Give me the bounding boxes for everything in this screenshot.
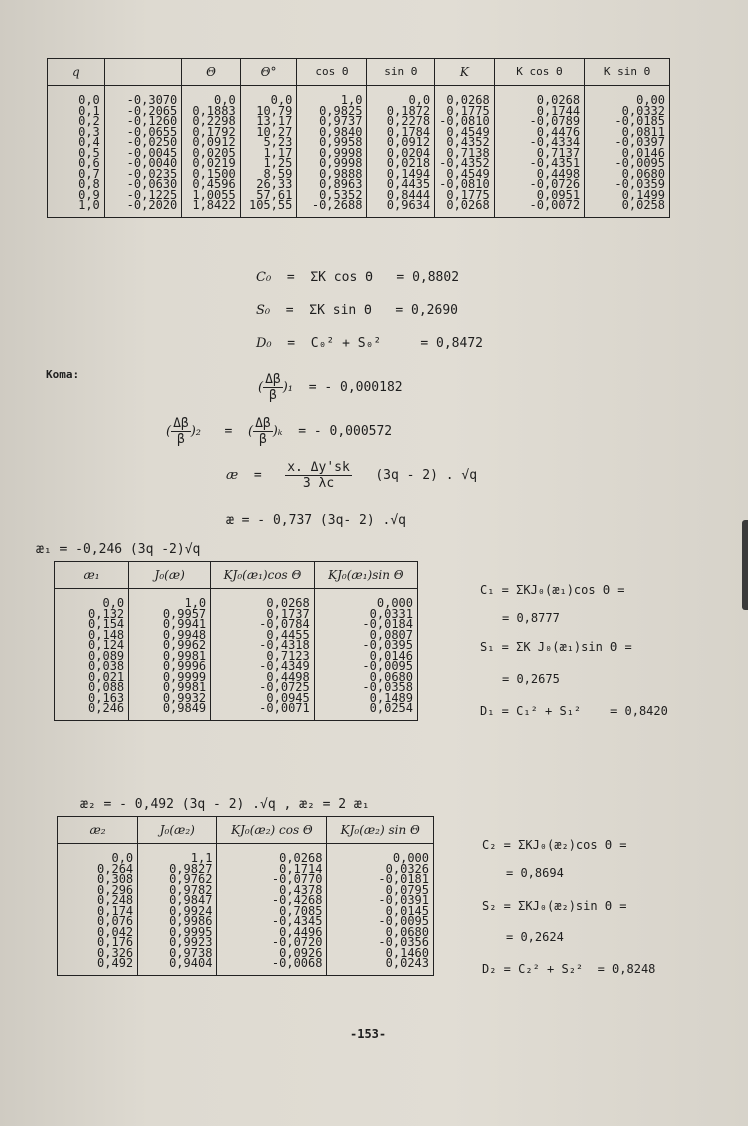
table-cell: 0,9981: [162, 648, 207, 663]
col-header: J₀(æ₂): [138, 817, 217, 844]
table-cell: 0,088: [88, 680, 125, 694]
table-body-row: [55, 589, 418, 721]
formula-expr: (3q - 2) . √q: [375, 468, 478, 483]
table-cell: -0,0395: [362, 638, 413, 652]
table-cell: 0,9981: [162, 680, 207, 694]
table-cell: -0,0068: [271, 956, 323, 970]
table-cell: 0,0258: [621, 198, 665, 212]
formula-d1: [480, 704, 668, 718]
formula-value: = 0,8420: [610, 704, 668, 718]
table-cell: 0,0146: [369, 648, 413, 663]
col-header: K cos Θ: [494, 59, 584, 86]
table-cell: 57,61: [256, 187, 293, 202]
table-cell: 0,9840: [319, 124, 363, 139]
table-cell: 0,0268: [266, 596, 310, 610]
table-cell: 0,1792: [192, 124, 236, 139]
table-cell: 0,1460: [385, 945, 429, 960]
table-cell: 1,0: [184, 596, 207, 610]
table-cell: 0,4549: [446, 166, 490, 181]
table-cell: 0,9404: [169, 956, 213, 970]
table-cell: 0,9: [78, 187, 100, 202]
table-cell: 0,7: [78, 166, 100, 181]
table-column-cell: [297, 86, 367, 218]
table-cell: 0,9998: [319, 145, 363, 160]
table-cell: -0,0095: [614, 156, 665, 170]
formula-expr: D₁ = C₁² + S₁²: [480, 704, 582, 718]
table-cell: 0,308: [97, 872, 134, 886]
table-cell: -0,0358: [362, 680, 413, 694]
table-cell: 0,0204: [386, 145, 431, 160]
table-header-row: [58, 817, 434, 844]
table-cell: 0,00: [636, 93, 665, 107]
table-cell: 0,163: [88, 690, 125, 705]
table-cell: 0,9737: [319, 114, 363, 128]
col-header: KJ₀(æ₁)cos Θ: [211, 562, 315, 589]
table-cell: 0,1775: [446, 187, 490, 202]
table-cell: 0,1872: [386, 103, 431, 118]
table-cell: 0,9738: [169, 945, 213, 960]
table-cell: 0,132: [88, 606, 125, 621]
table-cell: -0,4349: [259, 659, 310, 673]
col-header: Θ°: [240, 59, 297, 86]
formula-c1: C₁ = ΣKJ₀(æ₁)cos Θ =: [480, 583, 625, 597]
formula-s0: S₀ = ΣK sin Θ = 0,2690: [256, 303, 458, 318]
table-cell: 0,7123: [266, 648, 310, 663]
table-cell: 0,0912: [386, 135, 431, 149]
table-cell: 8,59: [263, 166, 293, 181]
table-cell: 0,0219: [192, 156, 236, 170]
table-column-cell: [217, 844, 327, 976]
table-cell: 0,0680: [369, 669, 413, 684]
table-cell: -0,0630: [126, 177, 178, 191]
table-cell: 0,0: [78, 93, 100, 107]
col-header: K: [435, 59, 495, 86]
table-cell: -0,2020: [126, 198, 178, 212]
table-cell: 0,8: [78, 177, 100, 191]
table-cell: 10,27: [256, 124, 293, 139]
table-cell: 0,9957: [162, 606, 207, 621]
page-number: -153-: [350, 1027, 387, 1041]
table-cell: 0,0145: [385, 903, 429, 918]
formula-s2: S₂ = ΣKJ₀(æ₂)sin Θ =: [482, 899, 627, 913]
col-header: sin Θ: [367, 59, 435, 86]
table-cell: 0,0807: [369, 627, 413, 642]
col-header: KJ₀(æ₂) cos Θ: [217, 817, 327, 844]
table-cell: 0,0680: [621, 166, 665, 181]
table-cell: 0,0146: [621, 145, 665, 160]
table-cell: -0,0720: [271, 935, 323, 949]
formula-delta-beta-2: ( $\frac{\Delta\beta}{\beta}$ )₂ = ( $\frac{\Delta\beta}{\beta}$ )ₖ = - 0,000572: [166, 416, 393, 447]
col-header: [104, 59, 181, 86]
table-column-cell: [211, 589, 315, 721]
table-cell: 0,1775: [446, 103, 490, 118]
table-cell: 0,2298: [192, 114, 236, 128]
table-column-cell: [435, 86, 495, 218]
formula-expr: ΣK sin Θ: [309, 303, 372, 318]
table-cell: 0,0205: [192, 145, 236, 160]
table-cell: 0,1737: [266, 606, 310, 621]
table-cell: 0,296: [97, 882, 134, 897]
table-cell: -0,0095: [378, 914, 429, 928]
table-cell: -0,0784: [259, 617, 310, 631]
table-cell: -0,3070: [126, 93, 178, 107]
col-header: K sin Θ: [585, 59, 670, 86]
table-cell: 0,1494: [386, 166, 431, 181]
formula-expr: ΣK cos Θ: [310, 270, 373, 285]
table-cell: 0,9999: [162, 669, 207, 684]
table-cell: 105,55: [248, 198, 293, 212]
table-cell: 0,0795: [385, 882, 429, 897]
table-cell: 0,174: [97, 903, 134, 918]
formula-expr: D₂ = C₂² + S₂²: [482, 962, 584, 976]
table-cell: 0,4435: [386, 177, 431, 191]
table-cell: 0,5352: [319, 187, 363, 202]
table-cell: 0,7085: [279, 903, 323, 918]
table-column-cell: [58, 844, 138, 976]
table-theta-values: [47, 58, 670, 218]
table-cell: -0,0071: [259, 701, 310, 715]
table-cell: 0,021: [88, 669, 125, 684]
table-cell: 0,0: [408, 93, 431, 107]
table-cell: -0,4318: [259, 638, 310, 652]
formula-delta-beta-1: ( $\frac{\Delta\beta}{\beta}$ )₁ = - 0,000182: [258, 372, 403, 403]
table-column-cell: [104, 86, 181, 218]
table-cell: 0,0243: [385, 956, 429, 970]
table-cell: 0,9996: [162, 659, 207, 673]
table-cell: -0,0185: [614, 114, 665, 128]
col-header: J₀(æ): [129, 562, 211, 589]
formula-value: 0,8802: [412, 270, 460, 285]
table-cell: 0,038: [88, 659, 125, 673]
table-cell: 0,492: [97, 956, 134, 970]
table-cell: 0,148: [88, 627, 125, 642]
table-header-row: [48, 59, 670, 86]
table-cell: 0,1500: [192, 166, 236, 181]
table-cell: 0,7138: [446, 145, 490, 160]
table-cell: 0,9847: [169, 893, 213, 907]
table-column-cell: [585, 86, 670, 218]
table-cell: 0,2278: [386, 114, 431, 128]
formula-c2-value: = 0,8694: [506, 866, 564, 880]
table-cell: 0,9941: [162, 617, 207, 631]
table-cell: 0,0254: [369, 701, 413, 715]
table-column-cell: [367, 86, 435, 218]
table-cell: -0,0725: [259, 680, 310, 694]
col-header: æ₁: [55, 562, 129, 589]
table-cell: 0,0912: [192, 135, 236, 149]
formula-kappa: æ = - 0,737 (3q- 2) .√q: [226, 513, 407, 528]
table-cell: 0,4498: [266, 669, 310, 684]
table-cell: 0,264: [97, 861, 134, 876]
table-cell: -0,0810: [439, 177, 490, 191]
table-cell: -0,1260: [126, 114, 178, 128]
formula-lhs: S₀: [256, 303, 271, 318]
formula-lhs: C₀: [256, 270, 272, 285]
table-kappa2: [57, 816, 434, 976]
table-cell: 0,1499: [621, 187, 665, 202]
page-edge-shadow: [742, 520, 748, 610]
table-cell: 0,042: [97, 924, 134, 939]
table-cell: 0,9825: [319, 103, 363, 118]
table-cell: 0,0926: [279, 945, 323, 960]
table-cell: -0,4352: [439, 156, 490, 170]
formula-value: 0,8472: [436, 336, 483, 351]
table-cell: 0,076: [97, 914, 134, 928]
table-cell: -0,0789: [529, 114, 581, 128]
table-cell: -0,0655: [126, 124, 178, 139]
formula-kappa-def: æ = $\frac{x. \Delta y'sk}{3 \lambda c}$ (3q - 2) . √q: [226, 460, 478, 491]
table-cell: 1,17: [263, 145, 293, 160]
table-cell: 0,0332: [621, 103, 665, 118]
table-cell: 26,33: [256, 177, 293, 191]
table-column-cell: [314, 589, 417, 721]
formula-c2: C₂ = ΣKJ₀(æ₂)cos Θ =: [482, 838, 627, 852]
table-cell: 0,0: [111, 851, 134, 865]
table-cell: 0,8963: [319, 177, 363, 191]
table-column-cell: [138, 844, 217, 976]
formula-kappa2: æ₂ = - 0,492 (3q - 2) .√q , æ₂ = 2 æ₁: [80, 797, 370, 812]
table-cell: -0,0726: [529, 177, 581, 191]
table-cell: -0,0250: [126, 135, 178, 149]
table-cell: -0,0359: [614, 177, 665, 191]
table-cell: -0,2688: [311, 198, 363, 212]
table-cell: -0,4334: [529, 135, 581, 149]
table-cell: 0,089: [88, 648, 125, 663]
table-cell: 13,17: [256, 114, 293, 128]
table-cell: 0,9849: [162, 701, 207, 715]
table-cell: 1,0: [78, 198, 100, 212]
table-body-row: [48, 86, 670, 218]
fraction: $\frac{\Delta\beta}{\beta}$: [265, 372, 281, 403]
table-cell: 0,8444: [386, 187, 431, 202]
col-header: Θ: [182, 59, 240, 86]
table-cell: 0,0951: [536, 187, 581, 202]
table-cell: 1,1: [190, 851, 213, 865]
col-header: KJ₀(æ₂) sin Θ: [327, 817, 434, 844]
table-cell: 0,4476: [536, 124, 581, 139]
table-cell: 0,1883: [192, 103, 236, 118]
table-cell: 0,0: [270, 93, 293, 107]
table-cell: 0,3: [78, 124, 100, 139]
table-cell: 0,5: [78, 145, 100, 160]
formula-d2: [482, 962, 655, 976]
table-cell: 0,4498: [536, 166, 581, 181]
formula-s1-value: = 0,2675: [502, 672, 560, 686]
table-cell: 0,9762: [169, 872, 213, 886]
table-cell: 0,246: [88, 701, 125, 715]
table-cell: 0,4455: [266, 627, 310, 642]
table-cell: -0,2065: [126, 103, 178, 118]
table-cell: 0,1714: [279, 861, 323, 876]
table-cell: 10,79: [256, 103, 293, 118]
table-cell: 0,6: [78, 156, 100, 170]
table-cell: 0,9782: [169, 882, 213, 897]
table-cell: 0,000: [392, 851, 429, 865]
table-cell: 0,9923: [169, 935, 213, 949]
formula-c1-value: = 0,8777: [502, 611, 560, 625]
table-column-cell: [182, 86, 240, 218]
col-header: q: [48, 59, 105, 86]
table-cell: 0,9948: [162, 627, 207, 642]
table-cell: 0,0811: [621, 124, 665, 139]
table-column-cell: [48, 86, 105, 218]
table-cell: 0,0326: [385, 861, 429, 876]
table-column-cell: [240, 86, 297, 218]
table-cell: -0,0770: [271, 872, 323, 886]
table-cell: 1,0: [340, 93, 363, 107]
col-header: cos Θ: [297, 59, 367, 86]
table-cell: -0,0184: [362, 617, 413, 631]
table-cell: 0,1744: [536, 103, 581, 118]
table-cell: 0,4496: [279, 924, 323, 939]
table-cell: 0,248: [97, 893, 134, 907]
table-cell: 0,1784: [386, 124, 431, 139]
formula-s2-value: = 0,2624: [506, 930, 564, 944]
table-cell: -0,0810: [439, 114, 490, 128]
table-cell: 0,0: [102, 596, 125, 610]
table-cell: 1,25: [263, 156, 293, 170]
table-cell: 0,9924: [169, 903, 213, 918]
formula-d0: D₀ = C₀² + S₀² = 0,8472: [256, 336, 483, 351]
table-header-row: [55, 562, 418, 589]
formula-value: = - 0,000182: [308, 380, 403, 395]
table-cell: -0,0040: [126, 156, 178, 170]
table-cell: 0,0268: [279, 851, 323, 865]
table-cell: 0,0680: [385, 924, 429, 939]
table-column-cell: [494, 86, 584, 218]
fraction: $\frac{\Delta\beta}{\beta}$: [173, 416, 189, 447]
table-cell: 0,4549: [446, 124, 490, 139]
table-cell: 0,154: [88, 617, 125, 631]
table-cell: 0,9932: [162, 690, 207, 705]
table-cell: -0,0235: [126, 166, 178, 181]
table-cell: 0,9958: [319, 135, 363, 149]
table-cell: 0,4378: [279, 882, 323, 897]
table-cell: 0,4352: [446, 135, 490, 149]
table-cell: 5,23: [263, 135, 293, 149]
table-column-cell: [327, 844, 434, 976]
formula-lhs: D₀: [256, 336, 272, 351]
table-cell: 0,0331: [369, 606, 413, 621]
formula-value: = - 0,000572: [298, 424, 393, 439]
table-cell: 0,0218: [386, 156, 431, 170]
table-cell: 0,9962: [162, 638, 207, 652]
table-cell: -0,4268: [271, 893, 323, 907]
table-cell: -0,1225: [126, 187, 178, 202]
table-cell: 0,2: [78, 114, 100, 128]
formula-c0: C₀ = ΣK cos Θ = 0,8802: [256, 270, 460, 285]
formula-kappa1: æ₁ = -0,246 (3q -2)√q: [36, 542, 201, 557]
table-cell: 0,124: [88, 638, 125, 652]
table-cell: 0,0268: [446, 198, 490, 212]
formula-value: 0,2690: [411, 303, 458, 318]
table-cell: 0,9888: [319, 166, 363, 181]
col-header: æ₂: [58, 817, 138, 844]
col-header: KJ₀(æ₁)sin Θ: [314, 562, 417, 589]
table-body-row: [58, 844, 434, 976]
table-cell: 0,176: [97, 935, 134, 949]
table-cell: -0,0095: [362, 659, 413, 673]
table-cell: -0,0045: [126, 145, 178, 160]
fraction: $\frac{x. \Delta y'sk}{3 \lambda c}$: [287, 460, 350, 491]
formula-s1: S₁ = ΣK J₀(æ₁)sin Θ =: [480, 640, 632, 654]
table-cell: 0,9986: [169, 914, 213, 928]
table-cell: 0,000: [376, 596, 413, 610]
table-cell: 0,7137: [536, 145, 581, 160]
table-cell: 0,0945: [266, 690, 310, 705]
table-column-cell: [129, 589, 211, 721]
fraction: $\frac{\Delta\beta}{\beta}$: [255, 416, 271, 447]
table-cell: 1,0055: [192, 187, 236, 202]
table-cell: 1,8422: [192, 198, 236, 212]
table-cell: 0,4596: [192, 177, 236, 191]
table-cell: 0,4: [78, 135, 100, 149]
table-kappa1: [54, 561, 418, 721]
table-cell: -0,0181: [378, 872, 429, 886]
table-cell: 0,9634: [386, 198, 431, 212]
table-cell: -0,0391: [378, 893, 429, 907]
table-column-cell: [55, 589, 129, 721]
table-cell: -0,4345: [271, 914, 323, 928]
table-cell: 0,0268: [446, 93, 490, 107]
table-cell: 0,9998: [319, 156, 363, 170]
table-cell: 0,9827: [169, 861, 213, 876]
formula-expr: C₀² + S₀²: [310, 336, 382, 351]
table-cell: 0,1489: [369, 690, 413, 705]
table-cell: 0,9995: [169, 924, 213, 939]
formula-value: = 0,8248: [597, 962, 656, 976]
koma-label: Koma:: [46, 368, 80, 381]
table-cell: 0,0: [214, 93, 236, 107]
table-cell: 0,0268: [536, 93, 581, 107]
table-cell: -0,4351: [529, 156, 581, 170]
table-cell: 0,326: [97, 945, 134, 960]
table-cell: -0,0356: [378, 935, 429, 949]
table-cell: 0,1: [78, 103, 100, 118]
table-cell: -0,0072: [529, 198, 581, 212]
table-cell: -0,0397: [614, 135, 665, 149]
